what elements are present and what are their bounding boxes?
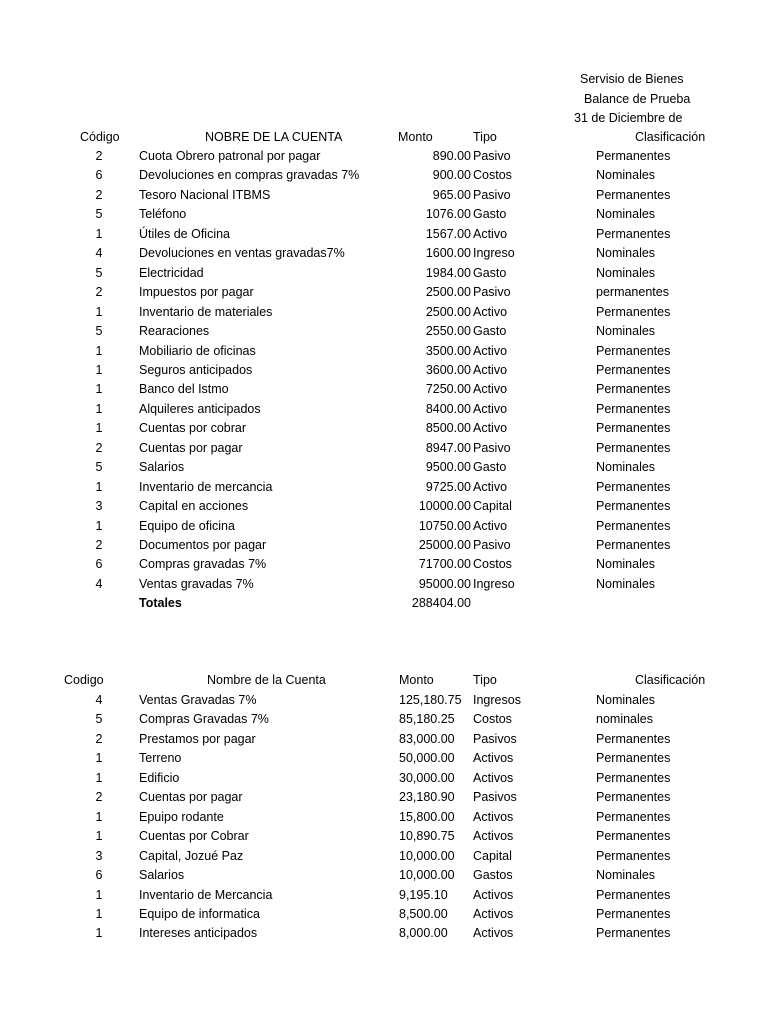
account-code: 1 [95,770,103,785]
account-amount: 10,890.75 [399,829,455,844]
account-classification: Permanentes [596,538,671,552]
table-row [0,401,671,420]
account-amount: 890.00 [432,149,471,163]
account-code: 1 [95,421,103,436]
table1-col-type: Tipo [473,130,497,144]
account-amount: 1984.00 [425,265,471,280]
account-code: 1 [95,226,103,241]
account-classification: Nominales [596,693,656,707]
account-classification: Nominales [596,557,656,572]
table-row [0,692,671,711]
account-code: 5 [95,460,103,475]
account-classification: Permanentes [596,906,671,921]
account-code: 1 [95,809,103,824]
account-amount: 10750.00 [418,518,471,533]
account-amount: 9725.00 [425,479,471,494]
account-code: 2 [95,149,103,163]
report-date: 31 de Diciembre de [574,111,683,125]
account-name: Electricidad [139,265,204,280]
account-amount: 30,000.00 [399,770,455,785]
account-type: Activos [473,906,514,921]
account-code: 4 [95,246,103,261]
table-row [0,323,671,342]
account-classification: Permanentes [596,499,671,514]
table-row [0,226,671,245]
account-type: Activos [473,926,514,941]
account-type: Pasivos [473,790,517,805]
account-code: 1 [95,343,103,358]
table-row [0,887,671,906]
account-type: Activos [473,829,514,844]
account-code: 3 [95,848,103,863]
account-type: Gasto [473,324,507,339]
report-title: Balance de Prueba [584,92,691,106]
table-row [0,498,671,517]
account-code: 1 [95,829,103,844]
table-row [0,770,671,789]
account-type: Pasivo [473,440,511,455]
account-code: 1 [95,906,103,921]
account-name: Devoluciones en ventas gravadas7% [139,246,345,261]
account-type: Pasivos [473,731,517,746]
account-type: Activo [473,343,508,358]
table2-col-amount: Monto [399,673,434,687]
account-name: Epuipo rodante [139,809,224,824]
account-type: Costos [473,168,512,183]
account-name: Mobiliario de oficinas [139,343,256,358]
account-type: Activo [473,362,508,377]
account-type: Pasivo [473,538,511,552]
account-classification: Permanentes [596,926,671,941]
account-classification: nominales [596,712,653,727]
account-code: 2 [95,285,103,300]
table-row [0,343,671,362]
account-code: 1 [95,479,103,494]
account-amount: 71700.00 [418,557,471,572]
totals-label: Totales [139,596,182,610]
account-code: 1 [95,926,103,941]
table-row [0,750,671,769]
account-type: Gasto [473,460,507,475]
table-row [0,362,671,381]
table-row [0,187,671,206]
table-row [0,711,671,730]
account-name: Cuota Obrero patronal por pagar [139,149,321,163]
table-row [0,148,671,167]
account-type: Pasivo [473,187,511,202]
account-classification: Permanentes [596,809,671,824]
table-row [0,906,671,925]
account-type: Ingreso [473,246,515,261]
table2-col-code: Codigo [64,673,104,687]
table-row [0,925,671,944]
account-amount: 25000.00 [418,538,471,552]
account-code: 1 [95,751,103,766]
account-amount: 2550.00 [425,324,471,339]
account-name: Impuestos por pagar [139,285,254,300]
account-name: Salarios [139,460,185,475]
account-amount: 8,000.00 [399,926,448,941]
account-name: Ventas Gravadas 7% [139,693,257,707]
account-classification: Nominales [596,576,656,591]
table-row [0,420,671,439]
account-code: 5 [95,712,103,727]
account-classification: Permanentes [596,770,671,785]
account-code: 2 [95,731,103,746]
account-classification: Nominales [596,460,656,475]
table-row [0,828,671,847]
table-row [0,556,671,575]
account-amount: 3500.00 [425,343,471,358]
table1-col-amount: Monto [398,130,433,144]
table-row [0,304,671,323]
account-type: Pasivo [473,149,511,163]
table-row [0,731,671,750]
account-name: Edificio [139,770,180,785]
company-name: Servisio de Bienes [580,72,684,86]
account-type: Pasivo [473,285,511,300]
account-amount: 1600.00 [425,246,471,261]
account-name: Rearaciones [139,324,210,339]
account-name: Capital, Jozué Paz [139,848,244,863]
account-amount: 1567.00 [425,226,471,241]
account-name: Alquileres anticipados [139,401,261,416]
table-row [0,245,671,264]
account-name: Compras Gravadas 7% [139,712,269,727]
table-row [0,867,671,886]
account-type: Gasto [473,207,507,222]
account-code: 5 [95,265,103,280]
account-code: 5 [95,324,103,339]
account-type: Activo [473,382,508,397]
account-type: Activo [473,518,508,533]
account-code: 2 [95,790,103,805]
account-amount: 9,195.10 [399,887,448,902]
account-classification: Permanentes [596,226,671,241]
table-row [0,848,671,867]
account-classification: Permanentes [596,887,671,902]
account-classification: Permanentes [596,187,671,202]
account-amount: 10,000.00 [399,848,455,863]
account-name: Capital en acciones [139,499,249,514]
table2-col-name: Nombre de la Cuenta [207,673,326,687]
account-type: Activo [473,304,508,319]
account-classification: Permanentes [596,479,671,494]
account-classification: Permanentes [596,440,671,455]
account-type: Activos [473,751,514,766]
account-code: 4 [95,693,103,707]
account-type: Activo [473,421,508,436]
account-amount: 10000.00 [418,499,471,514]
account-code: 1 [95,304,103,319]
account-amount: 50,000.00 [399,751,455,766]
account-classification: permanentes [596,285,669,300]
account-name: Útiles de Oficina [139,226,231,241]
table-row [0,479,671,498]
account-type: Costos [473,557,512,572]
account-type: Activos [473,809,514,824]
account-name: Cuentas por Cobrar [139,829,249,844]
account-amount: 1076.00 [425,207,471,222]
account-amount: 8,500.00 [399,906,448,921]
account-amount: 9500.00 [425,460,471,475]
account-amount: 83,000.00 [399,731,455,746]
table-row [0,789,671,808]
account-amount: 8947.00 [425,440,471,455]
table-row [0,381,671,400]
account-type: Capital [473,499,512,514]
account-name: Ventas gravadas 7% [139,576,254,591]
account-name: Compras gravadas 7% [139,557,267,572]
account-code: 6 [95,168,103,183]
account-name: Devoluciones en compras gravadas 7% [139,168,360,183]
account-name: Prestamos por pagar [139,731,256,746]
account-name: Cuentas por pagar [139,790,243,805]
account-name: Inventario de mercancia [139,479,273,494]
account-code: 1 [95,382,103,397]
account-type: Activos [473,770,514,785]
table-row [0,167,671,186]
table-row [0,518,671,537]
account-amount: 3600.00 [425,362,471,377]
account-name: Cuentas por pagar [139,440,243,455]
account-code: 6 [95,557,103,572]
account-classification: Nominales [596,324,656,339]
account-type: Gastos [473,868,513,883]
account-type: Ingresos [473,693,521,707]
account-name: Salarios [139,868,185,883]
account-name: Equipo de informatica [139,906,260,921]
table1-col-classification: Clasificación [635,130,706,144]
account-amount: 7250.00 [425,382,471,397]
table-row [0,809,671,828]
account-amount: 15,800.00 [399,809,455,824]
account-name: Seguros anticipados [139,362,253,377]
account-amount: 125,180.75 [399,693,462,707]
table-row [0,284,671,303]
account-code: 3 [95,499,103,514]
account-amount: 2500.00 [425,304,471,319]
account-name: Teléfono [139,207,187,222]
account-classification: Permanentes [596,848,671,863]
account-type: Capital [473,848,512,863]
account-amount: 965.00 [432,187,471,202]
account-classification: Permanentes [596,382,671,397]
account-name: Terreno [139,751,182,766]
table-row [0,576,671,595]
account-amount: 10,000.00 [399,868,455,883]
account-classification: Permanentes [596,829,671,844]
account-amount: 8500.00 [425,421,471,436]
account-classification: Permanentes [596,790,671,805]
account-amount: 900.00 [432,168,471,183]
totals-amount: 288404.00 [411,596,471,610]
table1-col-name: NOBRE DE LA CUENTA [205,130,343,144]
account-code: 1 [95,887,103,902]
account-classification: Permanentes [596,401,671,416]
account-classification: Nominales [596,868,656,883]
account-name: Inventario de Mercancia [139,887,273,902]
account-amount: 85,180.25 [399,712,455,727]
account-code: 6 [95,868,103,883]
account-type: Costos [473,712,512,727]
account-name: Documentos por pagar [139,538,267,552]
account-code: 5 [95,207,103,222]
table-row [0,265,671,284]
account-amount: 95000.00 [418,576,471,591]
account-name: Inventario de materiales [139,304,273,319]
account-type: Activos [473,887,514,902]
table-row [0,537,671,556]
account-classification: Permanentes [596,518,671,533]
account-classification: Permanentes [596,362,671,377]
account-classification: Permanentes [596,751,671,766]
account-type: Gasto [473,265,507,280]
account-name: Banco del Istmo [139,382,229,397]
account-amount: 23,180.90 [399,790,455,805]
account-amount: 2500.00 [425,285,471,300]
account-classification: Permanentes [596,304,671,319]
account-classification: Permanentes [596,343,671,358]
account-classification: Nominales [596,168,656,183]
account-name: Cuentas por cobrar [139,421,247,436]
table-row [0,459,671,478]
account-name: Tesoro Nacional ITBMS [139,187,271,202]
account-classification: Nominales [596,246,656,261]
account-amount: 8400.00 [425,401,471,416]
account-type: Activo [473,226,508,241]
table-row [0,206,671,225]
account-code: 1 [95,362,103,377]
account-code: 1 [95,401,103,416]
account-code: 1 [95,518,103,533]
table1-col-code: Código [80,130,120,144]
account-classification: Nominales [596,265,656,280]
account-classification: Permanentes [596,149,671,163]
account-code: 2 [95,187,103,202]
account-classification: Permanentes [596,421,671,436]
account-type: Activo [473,479,508,494]
table-row [0,440,671,459]
account-type: Ingreso [473,576,515,591]
account-name: Intereses anticipados [139,926,258,941]
table2-col-classification: Clasificación [635,673,706,687]
account-classification: Nominales [596,207,656,222]
account-classification: Permanentes [596,731,671,746]
table2-col-type: Tipo [473,673,497,687]
account-code: 2 [95,538,103,552]
account-code: 4 [95,576,103,591]
account-code: 2 [95,440,103,455]
account-type: Activo [473,401,508,416]
account-name: Equipo de oficina [139,518,235,533]
